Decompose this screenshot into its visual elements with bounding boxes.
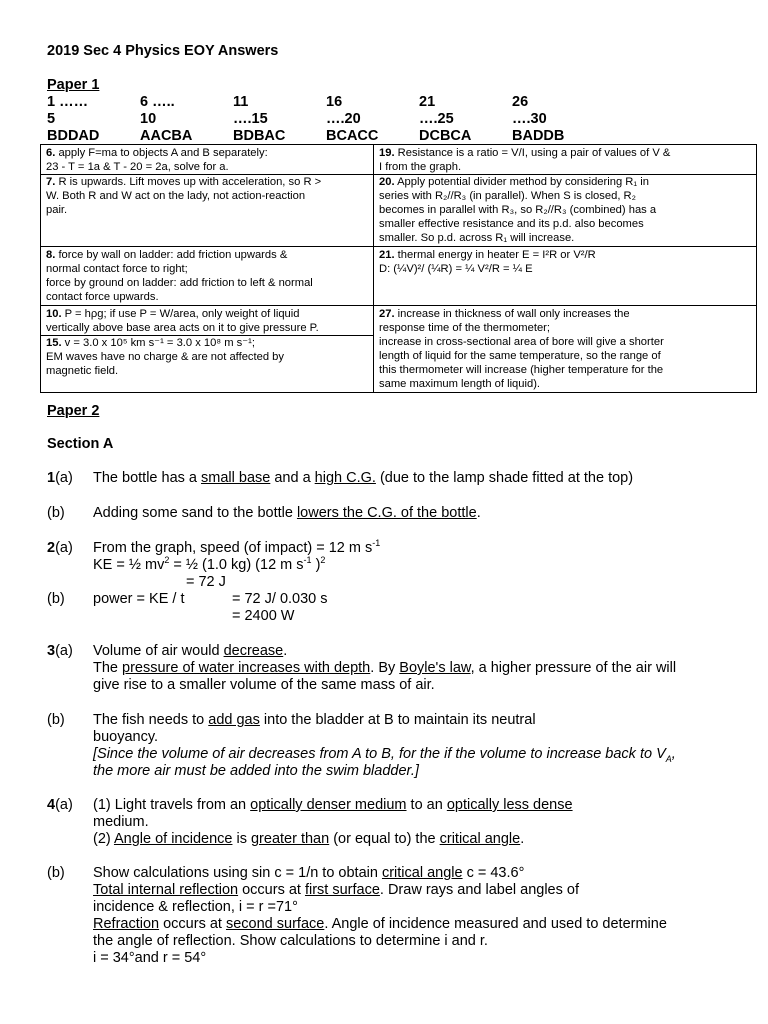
mcq-column [512,94,564,145]
table-cell [374,145,757,247]
answer-text: = 72 J/ 0.030 s [232,591,328,607]
question-number: 6. [46,147,56,159]
explanation-text: thermal energy in heater E = I²R or V²/R [397,249,596,261]
table-cell [374,306,757,393]
paper1-heading: Paper 1 [47,77,100,93]
explanation-text: vertically above base area acts on it to give pressure P. [46,322,319,334]
explanation-table [40,144,757,393]
answer-text: The bottle has a small base and a high C.G. (due to the lamp shade fitted at the top) [93,470,634,486]
answer-text: power = KE / t [93,591,185,607]
mcq-column [140,94,192,145]
answer-text: medium. [93,814,149,830]
table-row [41,306,757,393]
paper2-heading: Paper 2 [47,403,100,419]
explanation-text: this thermometer will increase (higher temperature for the [379,364,664,376]
question-number: 19. [379,147,395,159]
answer-text: give rise to a smaller volume of the same mass of air. [93,677,435,693]
mcq-column [419,94,471,145]
answer-text: incidence & reflection, i = r =71° [93,899,298,915]
question-number: 15. [46,337,62,349]
mcq-answers: DCBCA [419,128,472,144]
section-heading: Section A [47,436,114,452]
explanation-text: increase in cross-sectional area of bore will give a shorter [379,336,664,348]
explanation-text: magnetic field. [46,365,119,377]
mcq-answers: BDDAD [47,128,100,144]
explanation-text: increase in thickness of wall only increases the [397,308,630,320]
question-number: 8. [46,249,56,261]
explanation-text: EM waves have no charge & are not affected by [46,351,284,363]
mcq-range: 6 ….. 10 [140,94,175,127]
question-label: 4(a) [47,797,73,813]
explanation-text: series with R₂//R₃ (in parallel). When S is closed, R₂ [379,190,636,202]
explanation-text: I from the graph. [379,161,462,173]
explanation-text: force by ground on ladder: add friction to left & normal [46,277,313,289]
answer-text: buoyancy. [93,729,159,745]
table-row [41,247,757,306]
answer-text: i = 34°and r = 54° [93,950,207,966]
mcq-range: 26 ….30 [512,94,547,127]
mcq-answers: BADDB [512,128,565,144]
explanation-text: smaller. So p.d. across R₁ will increase. [379,232,575,244]
explanation-text: Apply potential divider method by considering R₁ in [397,176,649,188]
answer-text: (1) Light travels from an optically denser medium to an optically less dense [93,797,573,813]
mcq-range: 21 ….25 [419,94,454,127]
answer-text: The pressure of water increases with depth. By Boyle's law, a higher pressure of the air will [93,660,677,676]
table-cell [374,247,757,306]
explanation-text: contact force upwards. [46,291,159,303]
mcq-answers: BDBAC [233,128,286,144]
explanation-text: 23 - T = 1a & T - 20 = 2a, solve for a. [46,161,229,173]
mcq-answers: BCACC [326,128,379,144]
mcq-column [233,94,285,145]
answer-text: the more air must be added into the swim bladder.] [93,763,419,779]
answer-text: Total internal reflection occurs at first surface. Draw rays and label angles of [93,882,579,898]
question-label: 1(a) [47,470,73,486]
answer-text: Show calculations using sin c = 1/n to obtain critical angle c = 43.6° [93,865,525,881]
answer-text: Adding some sand to the bottle lowers the C.G. of the bottle. [93,505,481,521]
answer-text: = 2400 W [232,608,295,624]
answer-text: Volume of air would decrease. [93,643,288,659]
explanation-text: response time of the thermometer; [379,322,550,334]
page-title: 2019 Sec 4 Physics EOY Answers [47,43,279,59]
mcq-column [326,94,378,145]
question-label: (b) [47,591,65,607]
question-label: (b) [47,865,65,881]
explanation-text: same maximum length of liquid). [379,378,541,390]
question-number: 10. [46,308,62,320]
answer-text: the angle of reflection. Show calculations to determine i and r. [93,933,488,949]
mcq-range: 11 ….15 [233,94,268,127]
explanation-text: R is upwards. Lift moves up with acceleration, so R > [58,176,322,188]
explanation-text: v = 3.0 x 10⁵ km s⁻¹ = 3.0 x 10⁸ m s⁻¹; [64,337,255,349]
table-cell [41,306,374,393]
question-number: 21. [379,249,395,261]
question-number: 20. [379,176,395,188]
question-label: (b) [47,712,65,728]
explanation-text: D: (¼V)²/ (¼R) = ¼ V²/R = ¼ E [379,263,533,275]
answer-text: (2) Angle of incidence is greater than (or equal to) the critical angle. [93,831,525,847]
explanation-text: P = hρg; if use P = W/area, only weight of liquid [64,308,300,320]
explanation-text: smaller effective resistance and its p.d. also becomes [379,218,644,230]
explanation-text: length of liquid for the same temperature, so the range of [379,350,661,362]
explanation-text: pair. [46,204,68,216]
question-label: 2(a) [47,540,73,556]
explanation-text: W. Both R and W act on the lady, not action-reaction [46,190,306,202]
table-cell [41,247,374,306]
question-number: 27. [379,308,395,320]
explanation-text: Resistance is a ratio = V/I, using a pair of values of V & [397,147,671,159]
mcq-answers: AACBA [140,128,193,144]
table-cell [41,145,374,247]
answer-text: KE = ½ $mv^2$ = ½ (1.0 kg) (12 m $s^{-1}$ )$^2$ [93,555,326,573]
explanation-text: normal contact force to right; [46,263,188,275]
table-row [41,145,757,247]
mcq-column [47,94,99,145]
question-label: 3(a) [47,643,73,659]
answer-text: = 72 J [186,574,226,590]
mcq-range: 1 …… 5 [47,94,89,127]
explanation-text: force by wall on ladder: add friction upwards & [58,249,288,261]
answer-text: The fish needs to add gas into the bladder at B to maintain its neutral [93,712,536,728]
explanation-text: becomes in parallel with R₃, so R₂//R₃ (combined) has a [379,204,657,216]
answer-text: [Since the volume of air decreases from A to B, for the if the volume to increase back to $V_A$, [93,746,676,764]
answer-text: Refraction occurs at second surface. Angle of incidence measured and used to determine [93,916,667,932]
explanation-text: apply F=ma to objects A and B separately: [58,147,268,159]
answer-text: From the graph, speed (of impact) = 12 m $s^{-1}$ [93,538,381,556]
mcq-range: 16 ….20 [326,94,361,127]
question-label: (b) [47,505,65,521]
question-number: 7. [46,176,56,188]
